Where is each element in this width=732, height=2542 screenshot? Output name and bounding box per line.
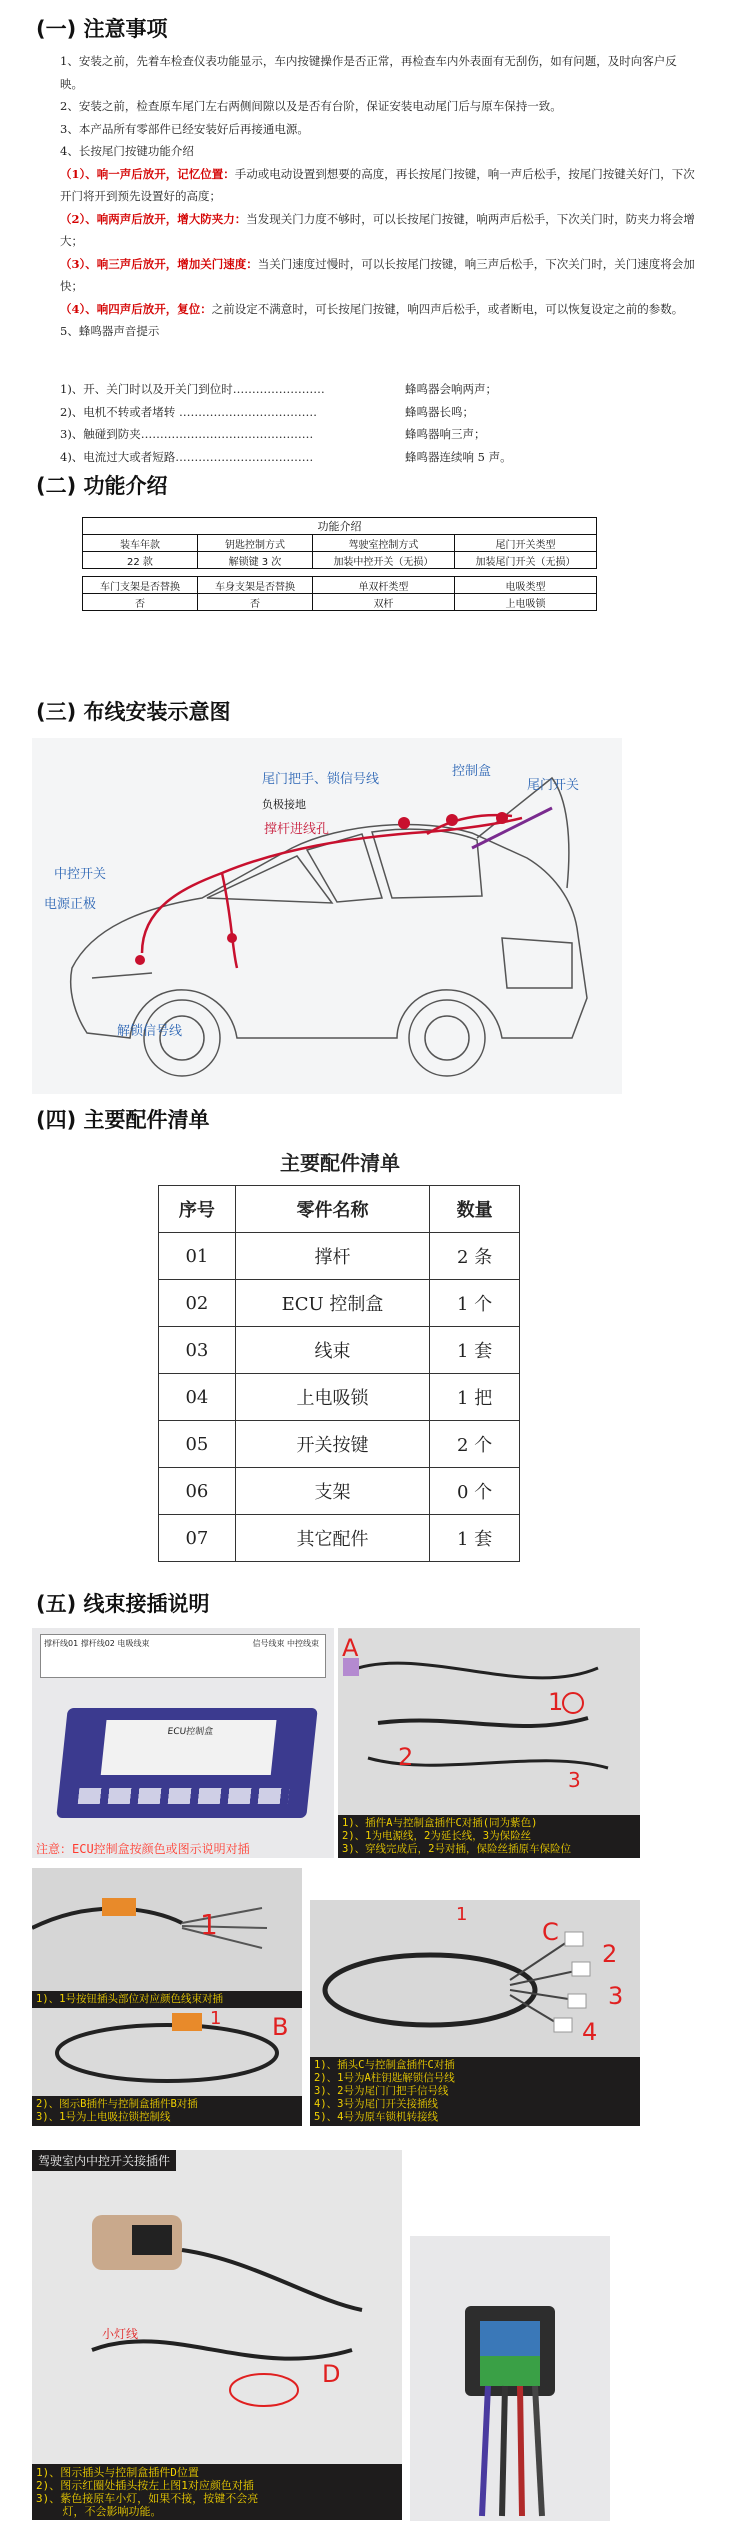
key-func-1-text: 手动或电动设置到想要的高度，再长按尾门按键，响一声后松手，按尾门按键关好门，下次开门将开到预先设置好的高度； [60, 166, 695, 203]
buzzer-row [60, 423, 580, 446]
buzzer-cond: 4)、电流过大或者短路……………………………… [60, 449, 314, 464]
ecu-connectors [78, 1788, 290, 1804]
diagram-label-unlock-signal: 解锁信号线 [117, 1024, 183, 1039]
parts-name: 开关按键 [235, 1421, 429, 1468]
diagram-label-tailgate-handle: 尾门把手、锁信号线 [262, 772, 380, 787]
key-func-2 [36, 208, 696, 253]
buzzer-sound: 蜂鸣器长鸣； [405, 404, 474, 419]
key-func-2-label: （2）、响两声后放开，增大防夹力： [60, 211, 247, 226]
parts-header: 序号 [159, 1186, 236, 1233]
parts-no: 01 [159, 1233, 236, 1280]
harness-a-wires [338, 1628, 640, 1798]
table-row [159, 1421, 520, 1468]
buzzer-sound: 蜂鸣器会响两声； [405, 382, 497, 396]
parts-name: 撑杆 [235, 1233, 429, 1280]
func-cell: 22 款 [83, 552, 198, 569]
buzzer-list [60, 378, 580, 468]
func-cell: 上电吸锁 [454, 594, 596, 611]
wiring-diagram [32, 738, 622, 1094]
harness-photo-b [32, 2008, 302, 2126]
buzzer-cond: 2)、电机不转或者堵转 ……………………………… [60, 404, 317, 419]
func-header: 驾驶室控制方式 [312, 535, 454, 552]
buzzer-row [60, 401, 580, 424]
parts-qty: 2 条 [430, 1233, 520, 1280]
key-func-2-text: 当发现关门力度不够时，可以长按尾门按键，响两声后松手，下次关门时，防夹力将会增大； [60, 211, 695, 248]
parts-table-title: 主要配件清单 [280, 1151, 400, 1175]
func-header: 车门支架是否替换 [83, 577, 198, 594]
func-cell: 否 [83, 594, 198, 611]
parts-no: 07 [159, 1515, 236, 1562]
parts-qty: 1 套 [430, 1515, 520, 1562]
caption-b: 2)、图示B插件与控制盒插件B对插 3)、1号为上电吸拉锁控制线 [32, 2096, 302, 2126]
diagram-label-strut-hole: 撑杆进线孔 [264, 822, 330, 837]
parts-no: 04 [159, 1374, 236, 1421]
caption-1: 1)、1号按钮插头部位对应颜色线束对插 [32, 1991, 302, 2008]
parts-name: 线束 [235, 1327, 429, 1374]
table-row [159, 1327, 520, 1374]
mark-1: 1 [200, 1908, 218, 1941]
buzzer-sound: 蜂鸣器响三声； [405, 427, 486, 441]
mark-a: A [342, 1634, 359, 1662]
func-gap [83, 569, 597, 577]
table-row [159, 1374, 520, 1421]
note-1: 1、安装之前，先着车检查仪表功能显示，车内按键操作是否正常，再检查车内外表面有无刮伤，如有问题，及时向客户反映。 [60, 54, 677, 91]
mark-3: 3 [608, 1982, 624, 2010]
note-2: 2、安装之前，检查原车尾门左右两侧间隙以及是否有台阶，保证安装电动尾门后与原车保持一致。 [60, 99, 562, 113]
section-title-functions: (二) 功能介绍 [36, 474, 168, 498]
parts-name: 上电吸锁 [235, 1374, 429, 1421]
key-func-3-label: （3）、响三声后放开，增加关门速度： [60, 256, 258, 271]
table-row [159, 1468, 520, 1515]
parts-no: 06 [159, 1468, 236, 1515]
func-header: 单双杆类型 [312, 577, 454, 594]
func-header: 钥匙控制方式 [197, 535, 312, 552]
harness-photo-c [310, 1900, 640, 2126]
harness-b-wires [32, 2008, 302, 2098]
parts-qty: 1 个 [430, 1280, 520, 1327]
func-cell: 加装中控开关（无损） [312, 552, 454, 569]
key-func-1 [36, 163, 696, 208]
table-row [159, 1233, 520, 1280]
ecu-box [56, 1708, 318, 1818]
photo-d-title: 驾驶室内中控开关接插件 [32, 2150, 176, 2171]
mark-c: C [542, 1918, 559, 1946]
table-row [159, 1515, 520, 1562]
ecu-note: 注意：ECU控制盒按颜色或图示说明对插 [36, 1842, 250, 1856]
func-cell: 加装尾门开关（无损） [454, 552, 596, 569]
parts-qty: 1 套 [430, 1327, 520, 1374]
parts-qty: 0 个 [430, 1468, 520, 1515]
diagram-label-ground: 负极接地 [262, 798, 306, 811]
ecu-pinout-diagram [40, 1634, 326, 1678]
parts-name: ECU 控制盒 [235, 1280, 429, 1327]
mark-2: 2 [398, 1743, 414, 1771]
buzzer-row [60, 446, 580, 469]
switch-connector-closeup-photo [410, 2236, 610, 2521]
buzzer-row [60, 378, 580, 401]
key-func-1-label: （1）、响一声后放开，记忆位置： [60, 166, 235, 181]
func-header: 电吸类型 [454, 577, 596, 594]
center-switch-harness-photo [32, 2150, 402, 2520]
ecu-label: ECU控制盒 [166, 1727, 214, 1737]
notes-block [36, 50, 696, 343]
diagram-label-center-switch: 中控开关 [54, 867, 107, 882]
parts-header: 数量 [430, 1186, 520, 1233]
function-table [82, 517, 597, 611]
ecu-label-sticker [101, 1720, 277, 1775]
section-title-harness: (五) 线束接插说明 [36, 1592, 210, 1616]
buzzer-cond: 3)、触碰到防夹……………………………………… [60, 427, 314, 441]
func-header: 尾门开关类型 [454, 535, 596, 552]
key-func-4 [36, 298, 696, 321]
note-4: 4、长按尾门按键功能介绍 [60, 144, 194, 158]
mark-1: 1 [548, 1688, 564, 1716]
diagram-label-power-positive: 电源正极 [44, 897, 97, 912]
caption-a: 1)、插件A与控制盒插件C对插(同为紫色) 2)、1为电源线，2为延长线，3为保险丝 3)、穿线完成后，2号对插，保险丝插原车保险位 [338, 1815, 640, 1858]
section-title-parts: (四) 主要配件清单 [36, 1108, 210, 1132]
key-func-4-label: （4）、响四声后放开，复位： [60, 301, 212, 316]
section-title-notes: (一) 注意事项 [36, 17, 168, 41]
small-light-label: 小灯线 [102, 2327, 139, 2341]
note-3: 3、本产品所有零部件已经安装好后再接通电源。 [60, 121, 309, 136]
key-func-3-text: 当关门速度过慢时，可以长按尾门按键，响三声后松手，下次关门时，关门速度将会加快； [60, 256, 695, 293]
switch-connector-illustration [410, 2236, 610, 2521]
parts-no: 05 [159, 1421, 236, 1468]
mark-4: 4 [582, 2018, 598, 2046]
table-row [159, 1280, 520, 1327]
func-cell: 解锁键 3 次 [197, 552, 312, 569]
note-5: 5、蜂鸣器声音提示 [60, 324, 160, 338]
button-harness-wires [32, 1868, 302, 1978]
parts-header: 零件名称 [235, 1186, 429, 1233]
caption-d: 1)、图示插头与控制盒插件D位置 2)、图示红圈处插头按左上图1对应颜色对插 3)、紫色接原车小灯，如果不接，按键不会亮 灯，不会影响功能。 [32, 2464, 402, 2520]
func-header: 车身支架是否替换 [197, 577, 312, 594]
parts-no: 02 [159, 1280, 236, 1327]
mark-b: B [272, 2013, 289, 2041]
parts-table [158, 1185, 520, 1562]
key-func-3 [36, 253, 696, 298]
func-cell: 双杆 [312, 594, 454, 611]
section-title-wiring-diagram: (三) 布线安装示意图 [36, 700, 231, 724]
mark-1: 1 [456, 1904, 468, 1925]
func-cell: 否 [197, 594, 312, 611]
diagram-label-tailgate-switch: 尾门开关 [527, 778, 580, 793]
buzzer-sound: 蜂鸣器连续响 5 声。 [405, 449, 512, 464]
parts-name: 其它配件 [235, 1515, 429, 1562]
parts-name: 支架 [235, 1468, 429, 1515]
mark-1: 1 [210, 2008, 222, 2029]
ecu-pins-left: 撑杆线01 撑杆线02 电吸线束 [44, 1639, 150, 1648]
mark-2: 2 [602, 1940, 618, 1968]
mark-d: D [322, 2360, 341, 2388]
buzzer-cond: 1)、开、关门时以及开关门到位时…………………… [60, 382, 325, 396]
caption-c: 1)、插头C与控制盒插件C对插 2)、1号为A柱钥匙解锁信号线 3)、2号为尾门门把手信号线 4)、3号为尾门开关接插线 5)、4号为原车锁机转接线 [310, 2057, 640, 2126]
button-harness-photo [32, 1868, 302, 2008]
parts-qty: 2 个 [430, 1421, 520, 1468]
key-func-4-text: 之前设定不满意时，可长按尾门按键，响四声后松手，或者断电，可以恢复设定之前的参数。 [211, 301, 684, 316]
ecu-pins-right: 信号线束 中控线束 [252, 1639, 319, 1648]
ecu-box-photo [32, 1628, 334, 1858]
harness-d-wires [32, 2150, 402, 2420]
parts-qty: 1 把 [430, 1374, 520, 1421]
diagram-label-control-box: 控制盒 [452, 764, 492, 779]
harness-photo-a [338, 1628, 640, 1858]
func-header: 装车年款 [83, 535, 198, 552]
parts-no: 03 [159, 1327, 236, 1374]
mark-3: 3 [568, 1768, 581, 1792]
function-table-title: 功能介绍 [83, 518, 597, 535]
